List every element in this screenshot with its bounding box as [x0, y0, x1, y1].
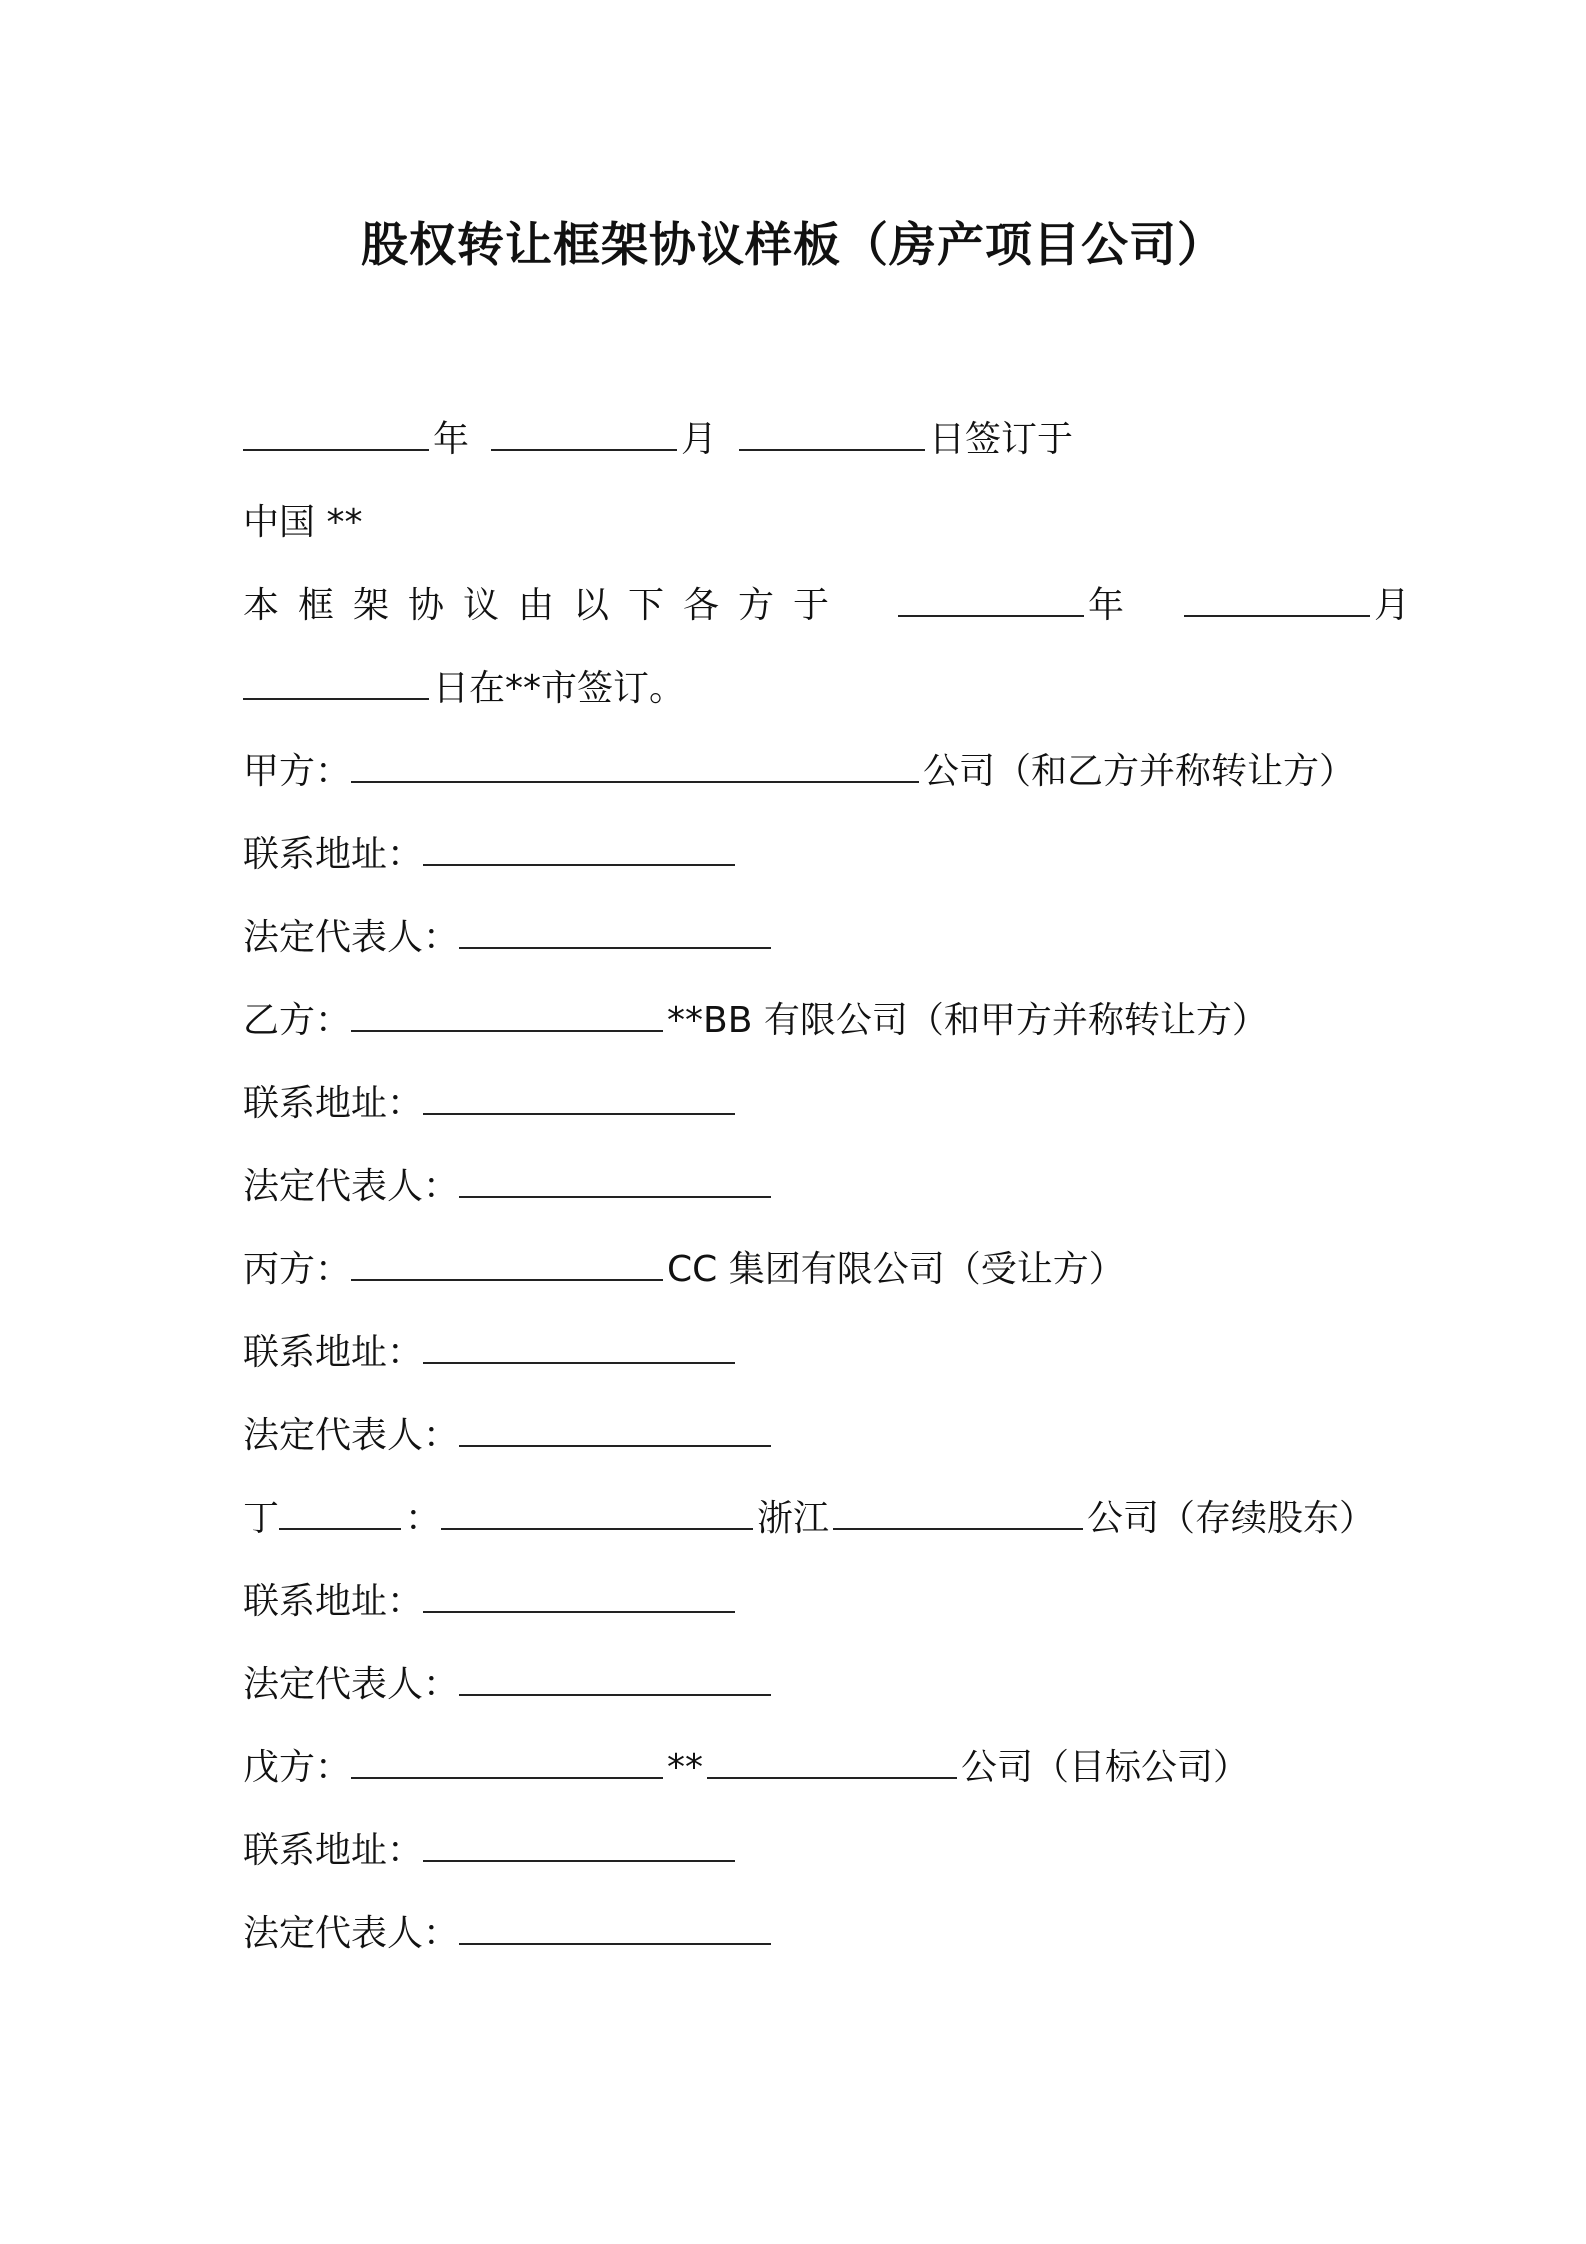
- address-label: 联系地址：: [243, 1083, 424, 1124]
- month-blank[interactable]: [491, 415, 677, 451]
- party-c-rep-blank[interactable]: [459, 1411, 771, 1447]
- party-d-line: [243, 1489, 1375, 1549]
- party-e-line: [243, 1738, 1249, 1798]
- party-e-mid: **: [667, 1747, 704, 1788]
- intro-line: [243, 576, 1411, 636]
- address-label: 联系地址：: [243, 1830, 424, 1871]
- intro-month-blank[interactable]: [1184, 581, 1370, 617]
- party-e-name-blank-2[interactable]: [707, 1743, 957, 1779]
- legal-rep-label: 法定代表人：: [243, 1913, 460, 1954]
- party-a-rep-blank[interactable]: [459, 913, 771, 949]
- intro-text: 本框架协议由以下各方于: [243, 585, 849, 626]
- day-signed-label: 日签订于: [929, 419, 1074, 460]
- legal-rep-label: 法定代表人：: [243, 1166, 460, 1207]
- party-c-name-blank[interactable]: [351, 1245, 663, 1281]
- party-c-label: 丙方：: [243, 1249, 352, 1290]
- legal-rep-label: 法定代表人：: [243, 917, 460, 958]
- party-d-rep-line: [243, 1655, 775, 1715]
- intro-month-label: 月: [1374, 585, 1411, 626]
- party-a-rep-line: [243, 908, 775, 968]
- party-e-address-blank[interactable]: [423, 1826, 735, 1862]
- party-e-address-line: [243, 1821, 739, 1881]
- party-c-line: [243, 1240, 1125, 1300]
- party-a-address-blank[interactable]: [423, 830, 735, 866]
- party-e-suffix: 公司（目标公司）: [961, 1747, 1250, 1788]
- intro-day-place: 日在**市签订。: [433, 668, 686, 709]
- party-d-address-blank[interactable]: [423, 1577, 735, 1613]
- party-d-address-line: [243, 1572, 739, 1632]
- document-title: 股权转让框架协议样板（房产项目公司）: [361, 218, 1225, 273]
- party-d-suffix: 公司（存续股东）: [1087, 1498, 1376, 1539]
- address-label: 联系地址：: [243, 1332, 424, 1373]
- intro-year-label: 年: [1088, 585, 1125, 626]
- party-b-line: [243, 991, 1268, 1051]
- intro-line-2: [243, 659, 685, 719]
- legal-rep-label: 法定代表人：: [243, 1664, 460, 1705]
- party-e-name-blank[interactable]: [351, 1743, 663, 1779]
- party-c-address-blank[interactable]: [423, 1328, 735, 1364]
- party-a-name-blank[interactable]: [351, 747, 919, 783]
- party-d-rep-blank[interactable]: [459, 1660, 771, 1696]
- party-a-line: [243, 742, 1355, 802]
- year-blank[interactable]: [243, 415, 429, 451]
- party-d-label-blank[interactable]: [279, 1494, 401, 1530]
- intro-year-blank[interactable]: [898, 581, 1084, 617]
- address-label: 联系地址：: [243, 834, 424, 875]
- party-e-rep-line: [243, 1904, 775, 1964]
- party-d-mid: 浙江: [757, 1498, 830, 1539]
- party-b-rep-line: [243, 1157, 775, 1217]
- party-b-rep-blank[interactable]: [459, 1162, 771, 1198]
- party-e-rep-blank[interactable]: [459, 1909, 771, 1945]
- party-c-suffix: CC 集团有限公司（受让方）: [667, 1249, 1125, 1290]
- location-line: 中国 **: [243, 502, 363, 543]
- party-d-name-blank-2[interactable]: [833, 1494, 1083, 1530]
- party-d-name-blank[interactable]: [441, 1494, 753, 1530]
- address-label: 联系地址：: [243, 1581, 424, 1622]
- party-a-address-line: [243, 825, 739, 885]
- intro-day-blank[interactable]: [243, 664, 429, 700]
- legal-rep-label: 法定代表人：: [243, 1415, 460, 1456]
- party-d-label-start: 丁: [243, 1498, 280, 1539]
- party-b-suffix: **BB 有限公司（和甲方并称转让方）: [667, 1000, 1268, 1041]
- year-label: 年: [433, 419, 470, 460]
- month-label: 月: [681, 419, 718, 460]
- party-e-label: 戊方：: [243, 1747, 352, 1788]
- party-a-label: 甲方：: [243, 751, 352, 792]
- party-c-rep-line: [243, 1406, 775, 1466]
- party-c-address-line: [243, 1323, 739, 1383]
- party-b-address-line: [243, 1074, 739, 1134]
- party-d-label-colon: ：: [405, 1498, 442, 1539]
- party-b-address-blank[interactable]: [423, 1079, 735, 1115]
- party-b-name-blank[interactable]: [351, 996, 663, 1032]
- date-line: [243, 410, 1073, 470]
- day-blank[interactable]: [739, 415, 925, 451]
- party-a-suffix: 公司（和乙方并称转让方）: [923, 751, 1356, 792]
- party-b-label: 乙方：: [243, 1000, 352, 1041]
